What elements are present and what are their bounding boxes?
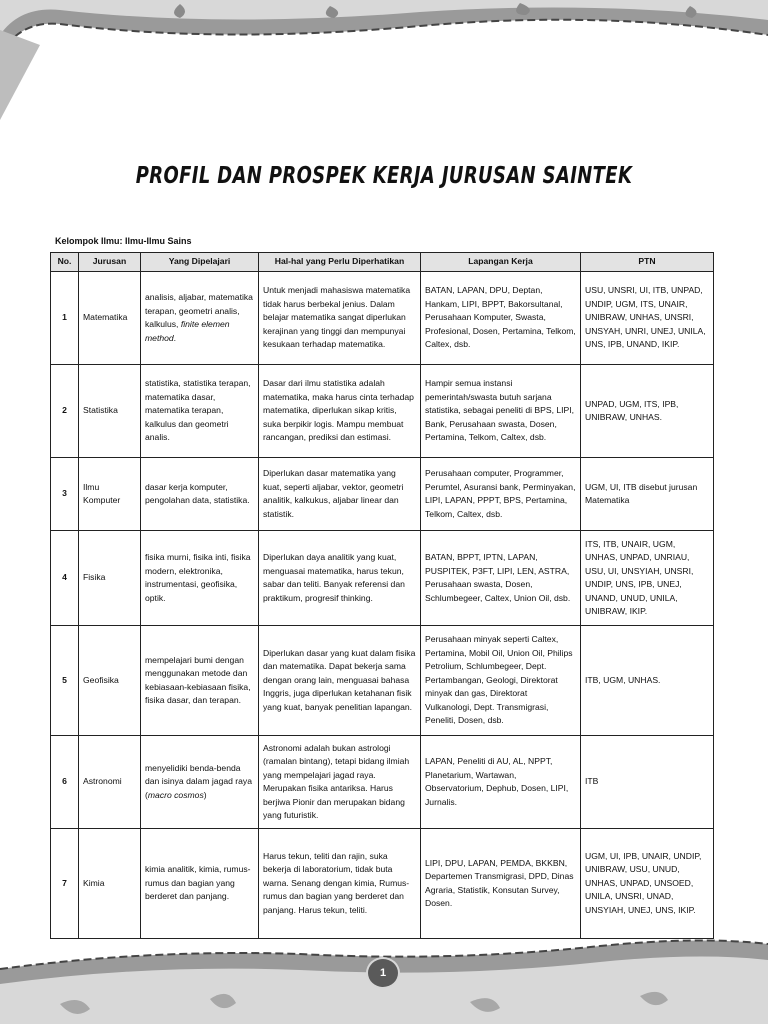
table-row <box>51 365 714 458</box>
row-jurusan: Astronomi <box>79 736 141 829</box>
header-jurusan: Jurusan <box>79 253 141 272</box>
page-number: 1 <box>366 957 400 989</box>
row-jurusan: Ilmu Komputer <box>79 458 141 531</box>
row-lapangan-kerja: LIPI, DPU, LAPAN, PEMDA, BKKBN, Departemen Transmigrasi, DPD, Dinas Agraria, Statistik, Konsutan Survey, Dosen. <box>421 829 581 939</box>
row-ptn: UNPAD, UGM, ITS, IPB, UNIBRAW, UNHAS. <box>581 365 714 458</box>
row-lapangan-kerja: BATAN, LAPAN, DPU, Deptan, Hankam, LIPI, BPPT, Bakorsultanal, Perusahaan Komputer, Swasta, Profesional, Dosen, Pertamina, Telkom, Caltex, dsb. <box>421 272 581 365</box>
kelompok-label: Kelompok Ilmu: Ilmu-Ilmu Sains <box>55 236 192 246</box>
page-title: PROFIL DAN PROSPEK KERJA JURUSAN SAINTEK <box>135 163 633 189</box>
row-ptn: ITB <box>581 736 714 829</box>
row-jurusan: Kimia <box>79 829 141 939</box>
row-hal-hal: Untuk menjadi mahasiswa matematika tidak harus berbekal jenius. Dalam belajar matematika sangat diperlukan kerajinan yang tinggi dan mempunyai kesukaan terhadap matematika. <box>259 272 421 365</box>
row-hal-hal: Dasar dari ilmu statistika adalah matematika, maka harus cinta terhadap matematika, diperlukan sikap kritis, suka berpikir logis. Mampu membuat rancangan, prediksi dan estimasi. <box>259 365 421 458</box>
row-yang-dipelajari: mempelajari bumi dengan menggunakan metode dan kebiasaan-kebiasaan fisika, fisika dasar, dan terapan. <box>141 626 259 736</box>
row-no: 2 <box>51 365 79 458</box>
row-no: 3 <box>51 458 79 531</box>
header-no: No. <box>51 253 79 272</box>
row-lapangan-kerja: Perusahaan computer, Programmer, Perumtel, Asuransi bank, Perminyakan, LIPI, LAPAN, PPPT, BPS, Pertamina, Telkom, Caltex, dsb. <box>421 458 581 531</box>
header-yang-dipelajari: Yang Dipelajari <box>141 253 259 272</box>
table-row <box>51 736 714 829</box>
table-row <box>51 458 714 531</box>
row-ptn: UGM, UI, ITB disebut jurusan Matematika <box>581 458 714 531</box>
row-no: 4 <box>51 531 79 626</box>
header-lapangan-kerja: Lapangan Kerja <box>421 253 581 272</box>
row-lapangan-kerja: Hampir semua instansi pemerintah/swasta butuh sarjana statistika, sebagai peneliti di BPS, LIPI, Bank, Perusahaan swasta, Dosen, Pertamina, Telkom, Caltex, dsb. <box>421 365 581 458</box>
row-no: 1 <box>51 272 79 365</box>
table-row <box>51 531 714 626</box>
header-ptn: PTN <box>581 253 714 272</box>
table-header-row <box>51 253 714 272</box>
row-yang-dipelajari: dasar kerja komputer, pengolahan data, statistika. <box>141 458 259 531</box>
row-jurusan: Geofisika <box>79 626 141 736</box>
table-row <box>51 626 714 736</box>
row-hal-hal: Diperlukan dasar matematika yang kuat, seperti aljabar, vektor, geometri analitik, kalkukus, aljabar linear dan statistik. <box>259 458 421 531</box>
row-lapangan-kerja: Perusahaan minyak seperti Caltex, Pertamina, Mobil Oil, Union Oil, Philips Petrolium, Schlumbegeer, Dept. Pertambangan, Geologi, Direktorat minyak dan gas, Direktorat Vulkanologi, Dept. Transmigrasi, Peneliti, Dosen, dsb. <box>421 626 581 736</box>
row-hal-hal: Astronomi adalah bukan astrologi (ramalan bintang), tetapi bidang ilmiah yang mempelajari jagad raya. Merupakan fisika antariksa. Harus berjiwa Pionir dan merupakan bidang yang futuristik. <box>259 736 421 829</box>
row-ptn: USU, UNSRI, UI, ITB, UNPAD, UNDIP, UGM, ITS, UNAIR, UNIBRAW, UNHAS, UNSRI, UNSYAH, UNRI, UNEJ, UNILA, UNS, IPB, UNAND, IKIP. <box>581 272 714 365</box>
row-lapangan-kerja: LAPAN, Peneliti di AU, AL, NPPT, Planetarium, Wartawan, Observatorium, Dephub, Dosen, LIPI, Jurnalis. <box>421 736 581 829</box>
saintek-table <box>50 252 714 939</box>
row-yang-dipelajari: statistika, statistika terapan, matematika dasar, matematika terapan, kalkulus dan geometri analis. <box>141 365 259 458</box>
table-row <box>51 829 714 939</box>
row-hal-hal: Harus tekun, teliti dan rajin, suka bekerja di laboratorium, tidak buta warna. Senang dengan kimia, Rumus-rumus dan bagian yang berderet dan panjang. Harus tekun, teliti. <box>259 829 421 939</box>
row-ptn: ITS, ITB, UNAIR, UGM, UNHAS, UNPAD, UNRIAU, USU, UI, UNSYIAH, UNSRI, UNDIP, UNS, IPB, UNEJ, UNAND, UNUD, UNILA, UNIBRAW, IKIP. <box>581 531 714 626</box>
row-yang-dipelajari: kimia analitik, kimia, rumus-rumus dan bagian yang berderet dan panjang. <box>141 829 259 939</box>
row-ptn: UGM, UI, IPB, UNAIR, UNDIP, UNIBRAW, USU, UNUD, UNHAS, UNPAD, UNSOED, UNILA, UNSRI, UNAD, UNSYIAH, UNEJ, UNS, IKIP. <box>581 829 714 939</box>
table-row <box>51 272 714 365</box>
row-no: 5 <box>51 626 79 736</box>
row-yang-dipelajari: fisika murni, fisika inti, fisika modern, elektronika, instrumentasi, geofisika, optik. <box>141 531 259 626</box>
row-ptn: ITB, UGM, UNHAS. <box>581 626 714 736</box>
row-jurusan: Fisika <box>79 531 141 626</box>
row-jurusan: Matematika <box>79 272 141 365</box>
row-hal-hal: Diperlukan dasar yang kuat dalam fisika dan matematika. Dapat bekerja sama dengan orang lain, menguasai bahasa Inggris, juga diperlukan ketahanan fisik yang kuat, banyak penelitian lapangan. <box>259 626 421 736</box>
row-jurusan: Statistika <box>79 365 141 458</box>
row-no: 6 <box>51 736 79 829</box>
row-hal-hal: Diperlukan daya analitik yang kuat, menguasai matematika, harus tekun, sabar dan teliti. Banyak referensi dan praktikum, progresif thinking. <box>259 531 421 626</box>
header-decoration <box>0 0 768 130</box>
row-lapangan-kerja: BATAN, BPPT, IPTN, LAPAN, PUSPITEK, P3FT, LIPI, LEN, ASTRA, Perusahaan swasta, Dosen, Schlumbegeer, Caltex, Union Oil, dsb. <box>421 531 581 626</box>
row-yang-dipelajari: analisis, aljabar, matematika terapan, geometri analis, kalkulus, finite elemen method. <box>141 272 259 365</box>
header-hal-hal: Hal-hal yang Perlu Diperhatikan <box>259 253 421 272</box>
row-no: 7 <box>51 829 79 939</box>
row-yang-dipelajari: menyelidiki benda-benda dan isinya dalam jagad raya (macro cosmos) <box>141 736 259 829</box>
